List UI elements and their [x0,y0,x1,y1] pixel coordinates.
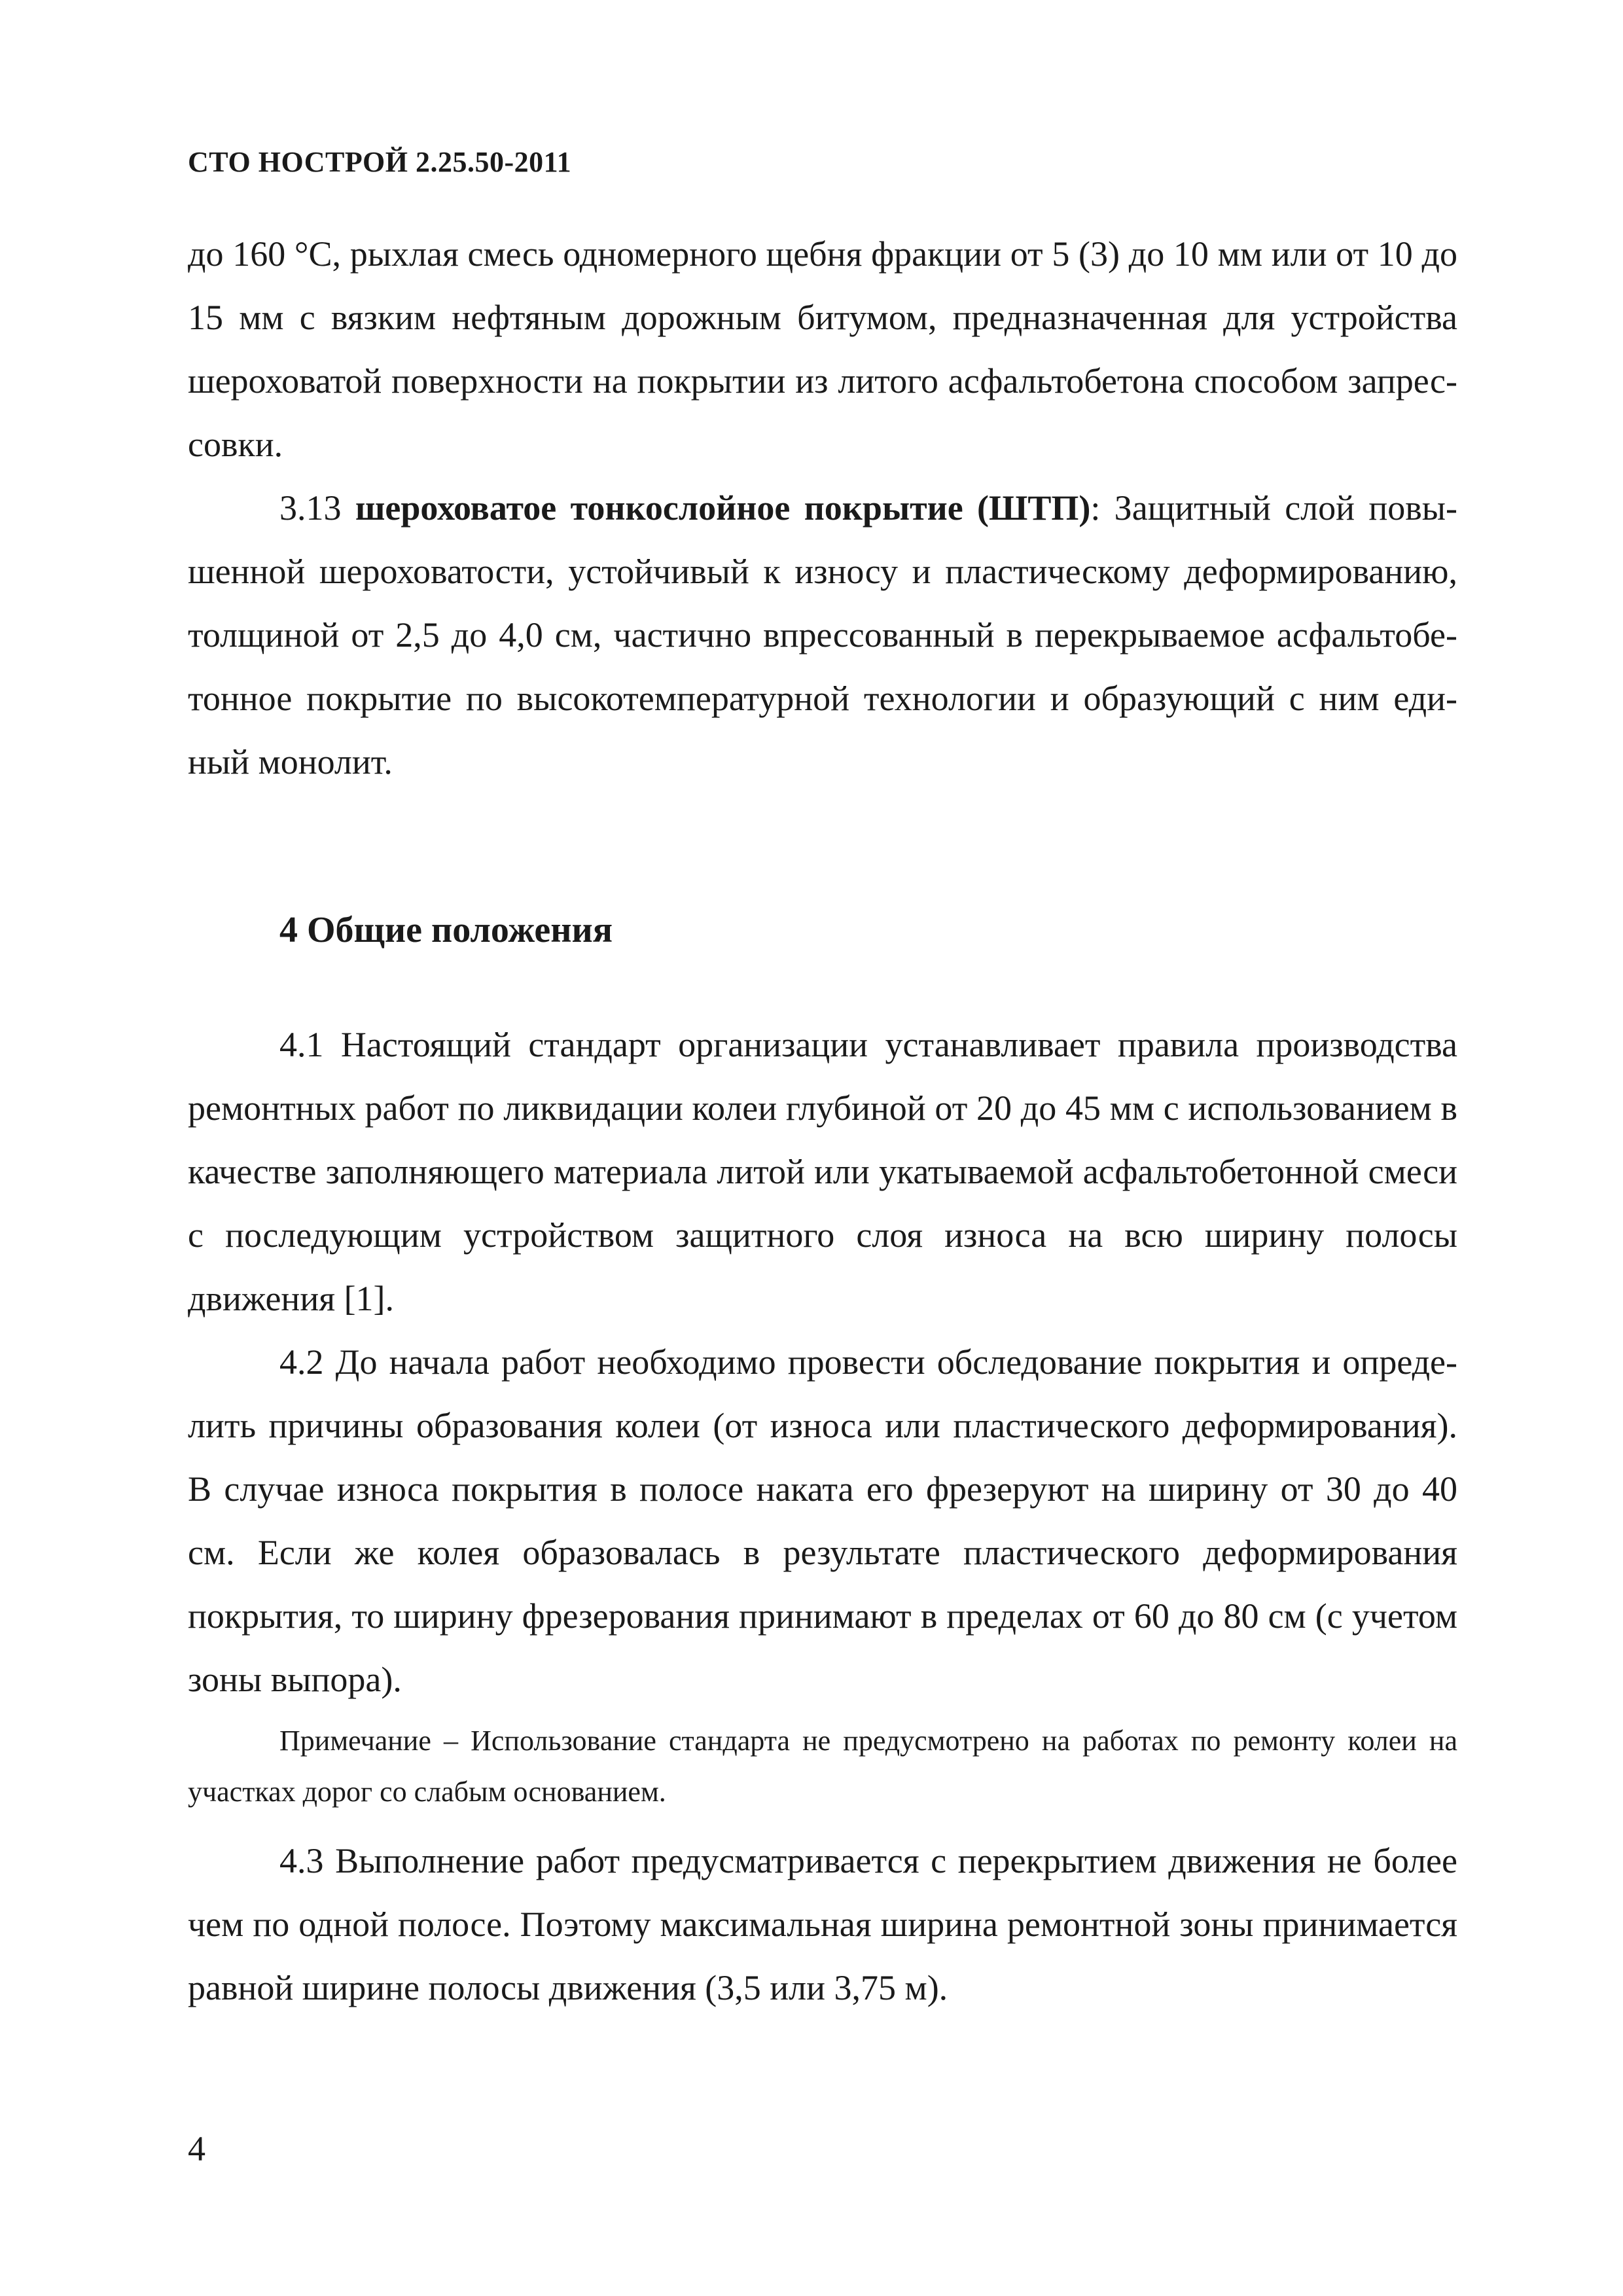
page-content [188,223,1457,2020]
term-definition: шероховатое тонкослойное покрытие (ШТП) [355,488,1091,528]
definition-text: : Защитный слой повышенной шероховатости, устойчивый к износу и пластическому деформированию, толщиной от 2,5 до 4,0 см, частично впрессованный в перекрываемое асфальтобетонное покрытие по высокотемпературной технологии и образующий с ним единый монолит. [188,488,1458,781]
note-paragraph: Примечание – Использование стандарта не предусмотрено на работах по ремонту колеи на участках дорог со слабым основанием. [188,1725,1457,1808]
clause-number: 3.13 [279,488,355,528]
paragraph-4-3: 4.3 Выполнение работ предусматривается с перекрытием движения не более чем по одной полосе. Поэтому максимальная ширина ремонтной зоны принимается равной ширине полосы движения (3,5 или 3,75 м). [188,1841,1457,2007]
paragraph-4-1: 4.1 Настоящий стандарт организации устанавливает правила производства ремонтных работ по ликвидации колеи глубиной от 20 до 45 мм с использованием в качестве заполняющего материала литой или укатываемой асфальтобетонной смеси с последующим устройством защитного слоя износа на всю ширину полосы движения [1]. [188,1025,1457,1318]
paragraph-continuation: до 160 °С, рыхлая смесь одномерного щебня фракции от 5 (3) до 10 мм или от 10 до 15 мм с вязким нефтяным дорожным битумом, предназначенная для устройства шероховатой поверхности на покрытии из литого асфальтобетона способом запрессовки. [188,234,1457,464]
paragraph-4-2: 4.2 До начала работ необходимо провести обследование покрытия и определить причины образования колеи (от износа или пластического деформирования). В случае износа покрытия в полосе наката его фрезеруют на ширину от 30 до 40 см. Если же колея образовалась в результате пластического деформирования покрытия, то ширину фрезерования принимают в пределах от 60 до 80 см (с учетом зоны выпора). [188,1342,1457,1699]
section-heading: 4 Общие положения [279,910,613,950]
document-header: СТО НОСТРОЙ 2.25.50-2011 [188,146,572,178]
page-number: 4 [188,2129,205,2168]
paragraph-3-13 [188,476,1457,794]
